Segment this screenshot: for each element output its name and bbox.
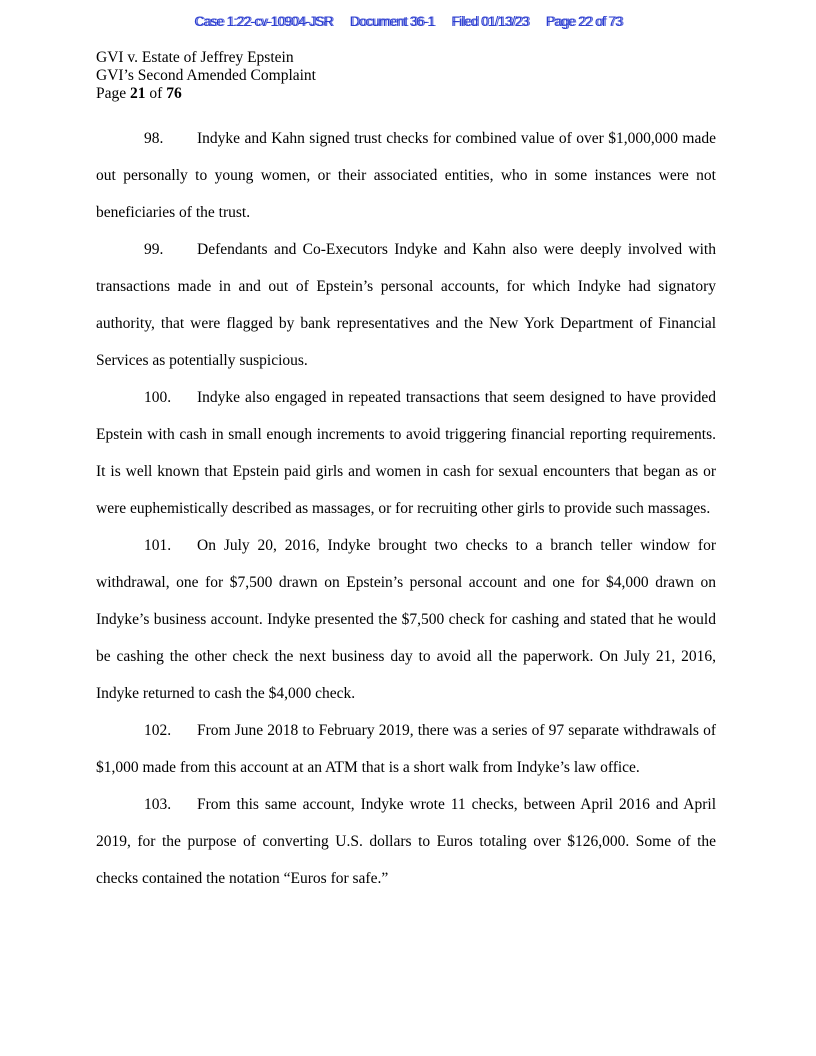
- numbered-paragraph: [96, 712, 716, 786]
- caption-case-title: GVI v. Estate of Jeffrey Epstein: [96, 49, 294, 66]
- complaint-body: [96, 120, 716, 897]
- total-page-count: 76: [166, 85, 182, 102]
- paragraph-number: 101.: [144, 537, 172, 554]
- numbered-paragraph: [96, 379, 716, 527]
- document-caption: [96, 49, 316, 103]
- paragraph-text: Defendants and Co-Executors Indyke and Kahn also were deeply involved with transactions made in and out of Epstein’s personal accounts, for which Indyke had signatory authority, that were flagged by bank representatives and the New York Department of Financial Services as potentially suspicious.: [96, 241, 716, 369]
- stamp-document-number: Document 36-1 Document 36-1: [350, 14, 435, 29]
- stamp-page-count: Page 22 of 73 Page 22 of 73: [546, 14, 622, 29]
- stamp-filed-date: Filed 01/13/23 Filed 01/13/23: [451, 14, 528, 29]
- paragraph-text: From June 2018 to February 2019, there was a series of 97 separate withdrawals of $1,000 made from this account at an ATM that is a short walk from Indyke’s law office.: [96, 722, 716, 776]
- ecf-header-stamp: [0, 14, 816, 29]
- numbered-paragraph: [96, 120, 716, 231]
- paragraph-number: 100.: [144, 389, 172, 406]
- paragraph-text: Indyke and Kahn signed trust checks for combined value of over $1,000,000 made out personally to young women, or their associated entities, who in some instances were not beneficiaries of the trust.: [96, 130, 716, 221]
- paragraph-number: 102.: [144, 722, 172, 739]
- paragraph-number: 103.: [144, 796, 172, 813]
- paragraph-text: Indyke also engaged in repeated transactions that seem designed to have provided Epstein with cash in small enough increments to avoid triggering financial reporting requirements. It is well known that Epstein paid girls and women in cash for sexual encounters that began as or were euphemistically described as massages, or for recruiting other girls to provide such massages.: [96, 389, 716, 517]
- paragraph-number: 99.: [144, 241, 164, 258]
- paragraph-text: On July 20, 2016, Indyke brought two checks to a branch teller window for withdrawal, one for $7,500 drawn on Epstein’s personal account and one for $4,000 drawn on Indyke’s business account. Indyke presented the $7,500 check for cashing and stated that he would be cashing the other check the next business day to avoid all the paperwork. On July 21, 2016, Indyke returned to cash the $4,000 check.: [96, 537, 716, 702]
- caption-page-indicator: Page 21 of 76: [96, 85, 182, 102]
- numbered-paragraph: [96, 527, 716, 712]
- stamp-case-number: Case 1:22-cv-10904-JSR Case 1:22-cv-10904-JSR: [194, 14, 332, 29]
- paragraph-number: 98.: [144, 130, 164, 147]
- numbered-paragraph: [96, 786, 716, 897]
- numbered-paragraph: [96, 231, 716, 379]
- current-page-number: 21: [130, 85, 146, 102]
- caption-document-title: GVI’s Second Amended Complaint: [96, 67, 316, 84]
- paragraph-text: From this same account, Indyke wrote 11 checks, between April 2016 and April 2019, for the purpose of converting U.S. dollars to Euros totaling over $126,000. Some of the checks contained the notation “Euros for safe.”: [96, 796, 716, 887]
